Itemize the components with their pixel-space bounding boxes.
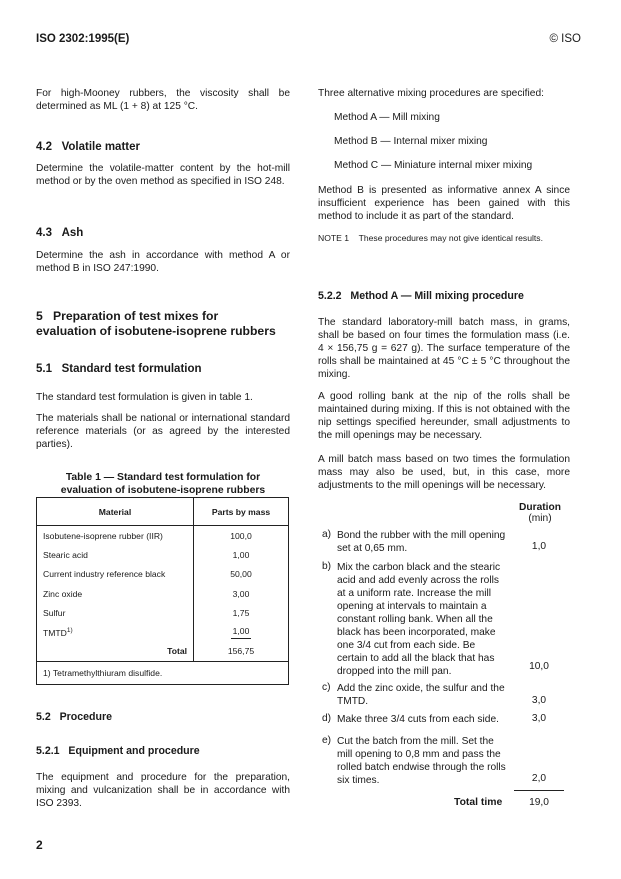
step-duration: 10,0: [529, 661, 549, 672]
note-1: [318, 233, 543, 243]
parts-cell: [194, 622, 289, 641]
step-duration: 3,0: [531, 695, 547, 706]
section-5-1-heading: [36, 363, 202, 375]
section-5-1-para2: The materials shall be national or international standard reference materials (or as agreed by the interested parties).: [36, 413, 290, 450]
step-duration: 3,0: [531, 713, 547, 724]
section-number: 4.3: [36, 227, 52, 239]
table-1-caption: [36, 471, 290, 497]
step-text: Bond the rubber with the mill opening set at 0,65 mm.: [337, 530, 506, 554]
section-title: Standard test formulation: [61, 363, 202, 375]
parts-cell: 1,00: [194, 545, 289, 564]
section-title: Ash: [61, 227, 84, 239]
section-title-line1: Preparation of test mixes for: [52, 309, 219, 323]
parts-cell: 3,00: [194, 584, 289, 603]
duration-header: [514, 502, 566, 524]
table-1: [36, 497, 289, 685]
caption-line1: Table 1 — Standard test formulation for: [65, 472, 261, 483]
section-title: Procedure: [59, 711, 112, 723]
table-total-row: [37, 642, 288, 661]
parts-cell: 100,0: [194, 526, 289, 546]
section-5-2-2-para3: A mill batch mass based on two times the formulation mass may also be used, but, in this case, more adjustments to the mill openings will be necessary.: [318, 454, 570, 491]
step-text: Make three 3/4 cuts from each side.: [337, 714, 499, 725]
step-text: Add the zinc oxide, the sulfur and the TMTD.: [337, 683, 505, 707]
material-name: TMTD: [43, 627, 67, 638]
step-label: c): [322, 682, 331, 693]
material-cell: Zinc oxide: [43, 588, 83, 599]
section-4-2-text: Determine the volatile-matter content by the hot-mill method or by the oven method as specified in ISO 248.: [36, 163, 290, 187]
section-4-3-text: Determine the ash in accordance with method A or method B in ISO 247:1990.: [36, 250, 290, 274]
note-text: These procedures may not give identical results.: [358, 233, 543, 243]
table-footnote: 1) Tetramethylthiuram disulfide.: [37, 661, 288, 684]
method-c-item: Method C — Miniature internal mixer mixing: [334, 160, 533, 171]
section-title: Equipment and procedure: [68, 745, 200, 757]
section-number: 5.2.1: [36, 745, 60, 757]
section-4-3-heading: [36, 227, 83, 239]
caption-line2: evaluation of isobutene-isoprene rubbers: [60, 485, 266, 496]
table-row: [37, 603, 288, 622]
page-number: 2: [36, 838, 43, 852]
mooney-intro: For high-Mooney rubbers, the viscosity shall be determined as ML (1 + 8) at 125 °C.: [36, 88, 290, 112]
section-number: 5.1: [36, 363, 52, 375]
step-text: Mix the carbon black and the stearic acid and add evenly across the rolls at a uniform rate. Increase the mill opening at intervals to maintain a constant rolling bank. When all the black has been incorporated, make one 3/4 cut from each side. Be certain to add all the black that has dropped into the mill pan.: [337, 562, 501, 677]
material-cell: Isobutene-isoprene rubber (IIR): [43, 530, 163, 541]
document-id: ISO 2302:1995(E): [36, 33, 130, 45]
section-number: 5: [36, 309, 43, 323]
step-label: e): [322, 735, 332, 746]
material-cell: Sulfur: [43, 607, 66, 618]
section-title: Volatile matter: [61, 141, 140, 153]
total-value: 156,75: [194, 642, 289, 661]
parts-cell: 1,75: [194, 603, 289, 622]
section-5-2-1-heading: [36, 745, 200, 757]
method-a-item: Method A — Mill mixing: [334, 112, 440, 123]
parts-value: 1,00: [231, 626, 252, 639]
col-header-material: Material: [37, 498, 194, 526]
step-label: b): [322, 561, 332, 572]
table-row: [37, 584, 288, 603]
method-b-note: Method B is presented as informative annex A since insufficient experience has been gained with this method to include it as part of the standard.: [318, 185, 570, 222]
section-5-heading: [36, 309, 296, 339]
section-title: Method A — Mill mixing procedure: [350, 290, 524, 302]
section-5-2-2-para2: A good rolling bank at the nip of the rolls shall be maintained during mixing. If this is not obtained with the nip settings specified hereunder, small adjustments to the mill openings may be necessary.: [318, 391, 570, 441]
section-5-1-para1: The standard test formulation is given in table 1.: [36, 392, 253, 403]
section-5-2-2-para1: The standard laboratory-mill batch mass, in grams, shall be based on four times the formulation mass (i.e. 4 × 156,75 g = 627 g). The surface temperature of the rolls shall be maintained at 45 °C ± 5 °C throughout the mixing.: [318, 317, 570, 380]
col-header-parts: Parts by mass: [194, 498, 289, 526]
mixing-intro: Three alternative mixing procedures are specified:: [318, 88, 544, 99]
section-5-2-1-text: The equipment and procedure for the preparation, mixing and vulcanization shall be in accordance with ISO 2393.: [36, 772, 290, 809]
step-duration: 1,0: [531, 541, 547, 552]
note-label: NOTE 1: [318, 233, 350, 243]
step-text: Cut the batch from the mill. Set the mill opening to 0,8 mm and pass the rolled batch endwise through the rolls six times.: [337, 736, 506, 786]
duration-unit: (min): [528, 513, 552, 524]
copyright-mark: © ISO: [549, 33, 581, 45]
material-cell: [37, 622, 194, 641]
total-rule: [514, 790, 564, 791]
section-title-line2: evaluation of isobutene-isoprene rubbers: [36, 324, 276, 338]
table-row: [37, 622, 288, 641]
duration-title: Duration: [519, 502, 561, 513]
section-number: 4.2: [36, 141, 52, 153]
step-label: d): [322, 713, 332, 724]
parts-cell: 50,00: [194, 565, 289, 584]
footnote-marker: 1): [66, 626, 73, 634]
table-row: [37, 545, 288, 564]
total-time-label: Total time: [454, 797, 503, 808]
section-5-2-2-heading: [318, 290, 524, 302]
section-number: 5.2.2: [318, 290, 342, 302]
total-label: Total: [167, 646, 187, 657]
total-time-value: 19,0: [529, 797, 549, 808]
table-row: [37, 526, 288, 546]
section-5-2-heading: [36, 711, 112, 723]
material-cell: Current industry reference black: [43, 569, 166, 580]
step-label: a): [322, 529, 332, 540]
step-duration: 2,0: [531, 773, 547, 784]
section-number: 5.2: [36, 711, 51, 723]
material-cell: Stearic acid: [43, 549, 88, 560]
table-row: [37, 565, 288, 584]
section-4-2-heading: [36, 141, 140, 153]
method-b-item: Method B — Internal mixer mixing: [334, 136, 488, 147]
